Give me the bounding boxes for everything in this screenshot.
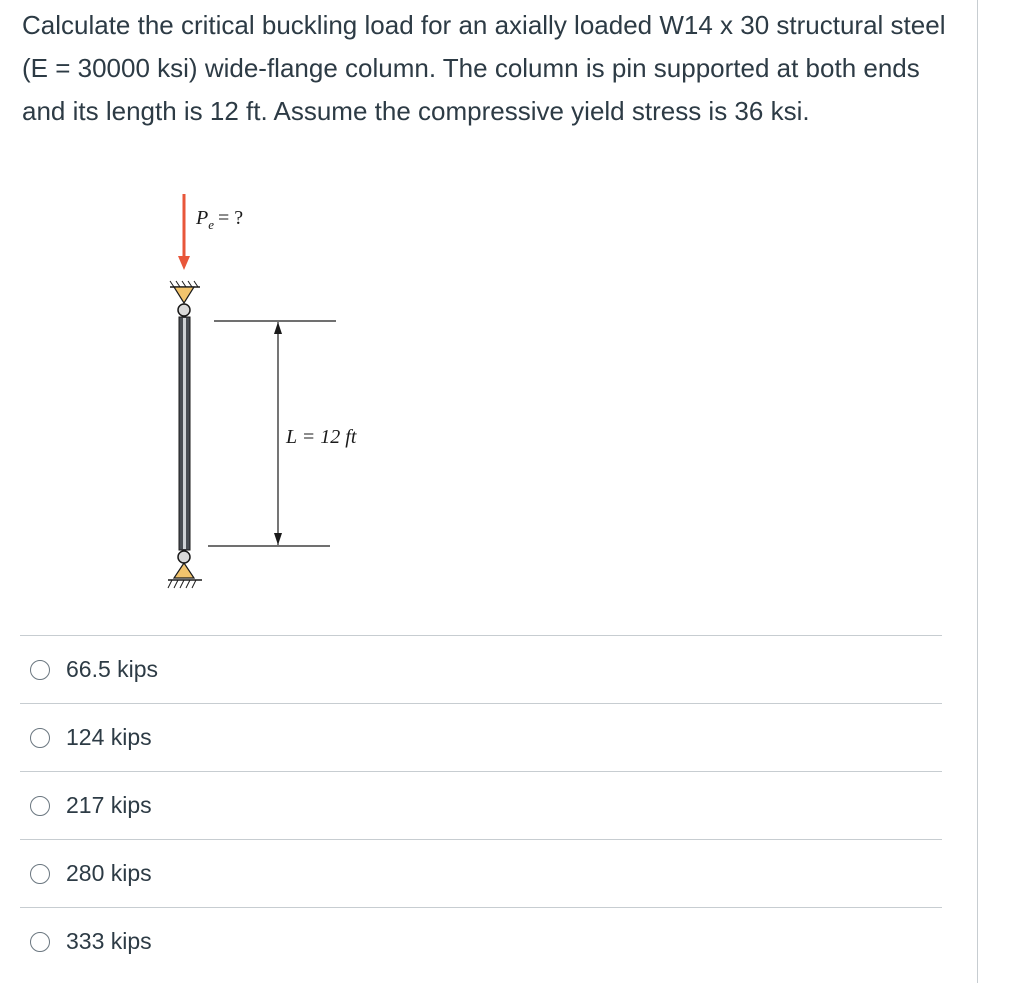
top-pin-support-icon [170,281,200,316]
answer-label: 333 kips [66,928,152,954]
answer-option-1[interactable] [20,635,942,703]
answer-label: 66.5 kips [66,656,159,682]
answer-list [20,635,942,975]
radio-button[interactable] [30,660,50,680]
radio-button[interactable] [30,728,50,748]
load-arrow-icon [178,194,190,270]
answer-option-5[interactable] [20,907,942,975]
radio-button[interactable] [30,932,50,952]
column-member [179,317,190,550]
load-label: $P_e$ = ? [196,207,244,232]
answer-option-2[interactable] [20,703,942,771]
radio-button[interactable] [30,796,50,816]
question-text: Calculate the critical buckling load for an axially loaded W14 x 30 structural steel (E = 30000 ksi) wide-flange column. The column is pin supported at both ends and its length is 12 ft. Assume the compressive yield stress is 36 ksi. [22,10,946,126]
answer-label: 217 kips [66,792,152,818]
answer-label: 280 kips [66,860,152,886]
answer-option-4[interactable] [20,839,942,907]
bottom-pin-support-icon [168,551,202,588]
answer-label: 124 kips [66,724,152,750]
radio-button[interactable] [30,864,50,884]
answer-option-3[interactable] [20,771,942,839]
length-dimension [208,321,336,546]
panel-right-border [977,0,978,983]
length-label: L = 12 ft [286,426,357,448]
